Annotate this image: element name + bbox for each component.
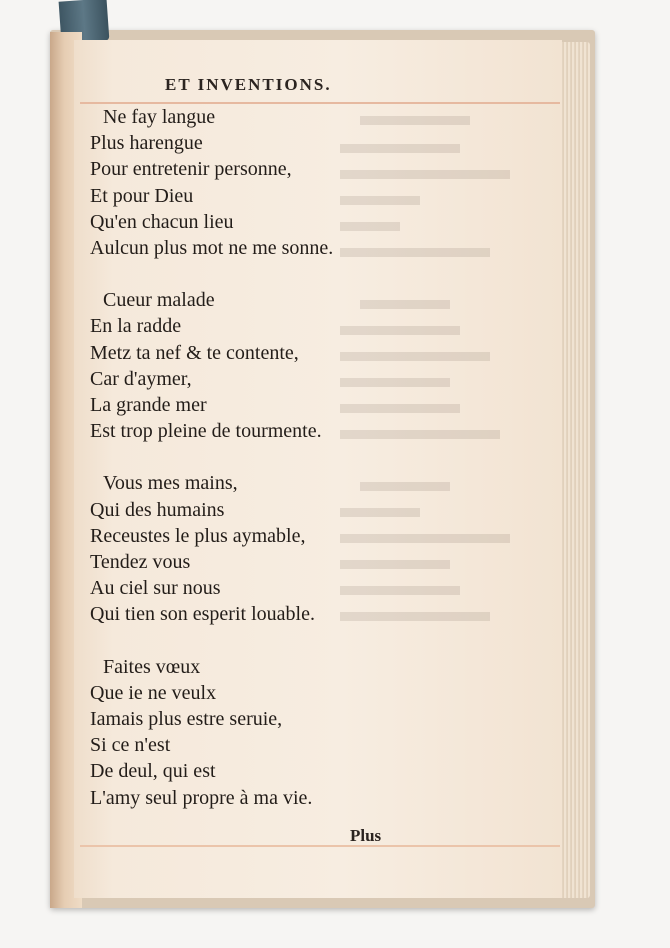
verse-line: Et pour Dieu: [90, 184, 194, 207]
verse-line: Qui des humains: [90, 498, 225, 521]
stanza: [90, 654, 430, 811]
verse-line: Plus harengue: [90, 132, 203, 155]
bottom-rule: [80, 845, 560, 847]
verse-line: Qu'en chacun lieu: [90, 210, 234, 233]
verse-line: Est trop pleine de tourmente.: [90, 420, 322, 443]
verse-line: Au ciel sur nous: [90, 577, 221, 600]
poem-text: [90, 104, 430, 837]
verse-line: Cueur malade: [103, 289, 215, 312]
verse-line: Ne fay langue: [103, 106, 216, 128]
verse-line: Faites vœux: [103, 655, 201, 678]
verse-line: Que ie ne veulx: [90, 681, 217, 704]
running-head: ET INVENTIONS.: [165, 75, 332, 94]
verse-line: Metz ta nef & te contente,: [90, 341, 299, 364]
verse-line: Si ce n'est: [90, 734, 171, 757]
stanza: [90, 104, 430, 261]
stanza: [90, 287, 430, 444]
verse-line: Iamais plus estre seruie,: [90, 708, 283, 731]
verse-line: Receustes le plus aymable,: [90, 524, 306, 547]
verse-line: De deul, qui est: [90, 760, 216, 783]
verse-line: En la radde: [90, 315, 182, 338]
verse-line: Tendez vous: [90, 551, 191, 574]
verse-line: Vous mes mains,: [103, 472, 238, 495]
verse-line: Car d'aymer,: [90, 367, 192, 390]
stanza: [90, 470, 430, 627]
verse-line: L'amy seul propre à ma vie.: [90, 786, 313, 809]
verse-line: La grande mer: [90, 394, 207, 417]
verse-line: Qui tien son esperit louable.: [90, 603, 315, 626]
page-edges: [560, 42, 590, 898]
verse-line: Aulcun plus mot ne me sonne.: [90, 237, 334, 260]
verse-line: Pour entretenir personne,: [90, 158, 292, 181]
catchword: Plus: [350, 826, 382, 845]
